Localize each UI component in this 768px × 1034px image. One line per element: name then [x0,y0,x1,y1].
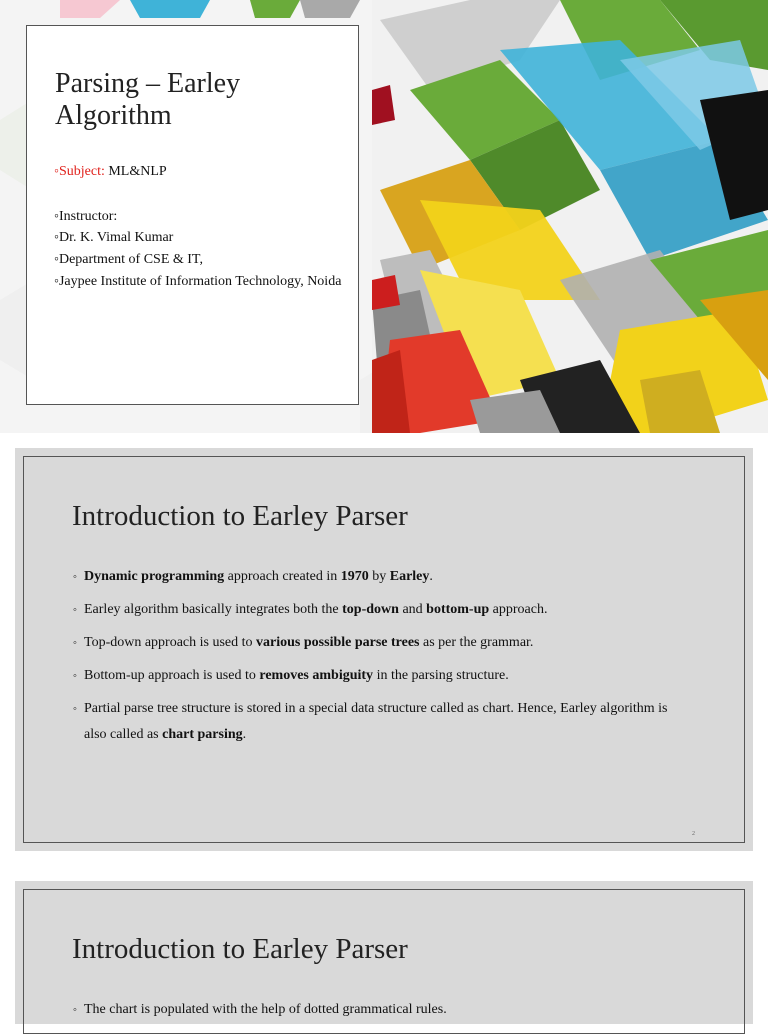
bullet-text: approach. [489,602,548,617]
bullet-item [73,630,693,656]
bold-term: chart parsing [162,727,243,742]
bullet-text: Earley algorithm basically integrates both the [84,602,343,617]
bullet-text: as per the grammar. [419,635,534,650]
bullet-text: The chart is populated with the help of dotted grammatical rules. [84,1002,447,1017]
bullet-dot-icon: ◦ [73,670,77,682]
bullet-dot-icon: ◦ [73,571,77,583]
instructor-name: ◦Dr. K. Vimal Kumar [54,230,174,245]
bullet-text: in the parsing structure. [373,668,509,683]
bullet-text: Top-down approach is used to [84,635,257,650]
bullet-item [73,997,693,1023]
bullet-text: . [242,727,247,742]
instructor-label: ◦Instructor: [54,209,118,224]
slide-introduction-1 [15,448,753,851]
bold-term: various possible parse trees [256,635,420,650]
slide-introduction-2 [15,881,753,1024]
bullet-text: by [368,569,390,584]
bullet-dot-icon: ◦ [73,1004,77,1016]
bullet-text: Bottom-up approach is used to [84,668,260,683]
slide-title: Parsing – Earley Algorithm [55,68,241,131]
bullet-item [73,696,693,748]
bold-term: Dynamic programming [84,569,225,584]
subject-label: ◦Subject: [54,164,105,179]
bullet-dot-icon: ◦ [73,703,77,715]
subject-value: ML&NLP [104,164,167,179]
bold-term: 1970 [340,569,369,584]
bullet-list [73,997,693,1023]
bold-term: Earley [389,569,430,584]
title-slide [0,0,768,433]
bullet-item [73,663,693,689]
bullet-item [73,564,693,590]
bold-term: removes ambiguity [259,668,374,683]
bullet-item [73,597,693,623]
bullet-text: Partial parse tree structure is stored in a special data structure called as chart. Hence, Earley algorithm is also called as [84,701,668,742]
title-card [26,25,359,405]
bullet-text: approach created in [224,569,341,584]
department: ◦Department of CSE & IT, [54,252,203,267]
page-number: 2 [692,831,695,837]
slide-heading: Introduction to Earley Parser [72,933,408,965]
bullet-list [73,564,693,748]
bullet-dot-icon: ◦ [73,637,77,649]
subject-line [54,163,344,181]
bullet-dot-icon: ◦ [73,604,77,616]
slide-heading: Introduction to Earley Parser [72,500,408,532]
institute: ◦Jaypee Institute of Information Technology, Noida [54,274,342,289]
bold-term: top-down [342,602,399,617]
bold-term: bottom-up [426,602,490,617]
bullet-text: . [429,569,433,584]
bullet-text: and [398,602,427,617]
